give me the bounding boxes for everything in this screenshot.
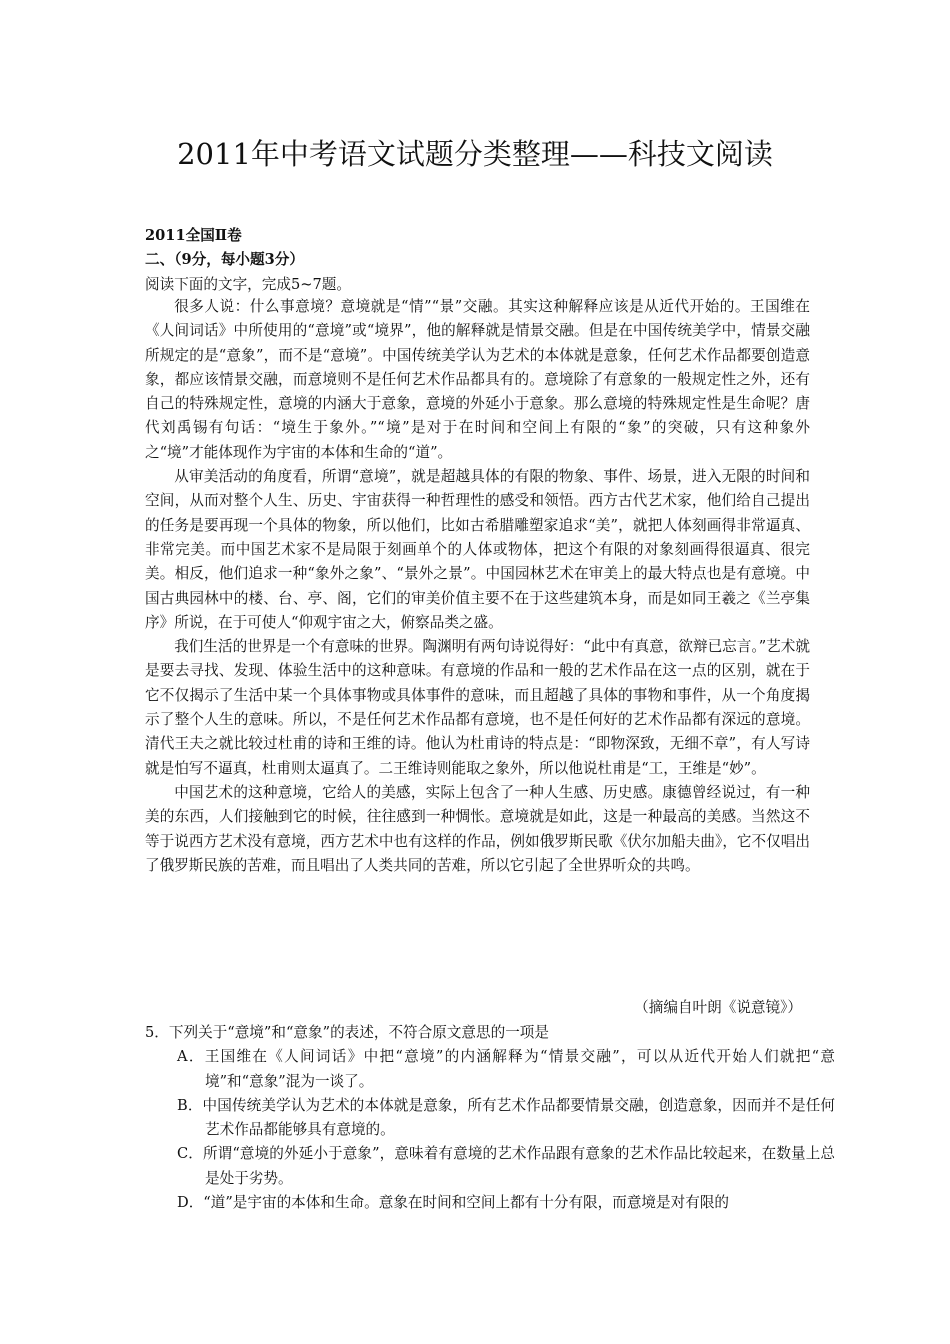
exam-source-label: 2011全国Ⅱ卷 [145,227,242,244]
passage-paragraph-4: 中国艺术的这种意境，它给人的美感，实际上包含了一种人生感、历史感。康德曾经说过，有一种美的东西，人们接触到它的时候，往往感到一种惆怅。意境就是如此，这是一种最高的美感。当然这不等于说西方艺术没有意境，西方艺术中也有这样的作品，例如俄罗斯民歌《伏尔加船夫曲》，它不仅唱出了俄罗斯民族的苦难，而且唱出了人类共同的苦难，所以它引起了全世界听众的共鸣。 [145,783,810,874]
passage-paragraph-2: 从审美活动的角度看，所谓“意境”，就是超越具体的有限的物象、事件、场景，进入无限的时间和空间，从而对整个人生、历史、宇宙获得一种哲理性的感受和领悟。西方古代艺术家，他们给自己提出的任务是要再现一个具体的物象，所以他们，比如古希腊雕塑家追求“美”，就把人体刻画得非常逼真、非常完美。而中国艺术家不是局限于刻画单个的人体或物体，把这个有限的对象刻画得很逼真、很完美。相反，他们追求一种“象外之象”、“景外之景”。中国园林艺术在审美上的最大特点也是有意境。中国古典园林中的楼、台、亭、阁，它们的审美价值主要不在于这些建筑本身，而是如同王羲之《兰亭集序》所说，在于可使人“仰观宇宙之大，俯察品类之盛。 [145,468,810,631]
section-heading: 二、（9分，每小题3分） [145,251,304,269]
section-header [145,224,810,297]
option-a: A．王国维在《人间词话》中把“意境”的内涵解释为“情景交融”，可以从近代开始人们就把“意境”和“意象”混为一谈了。 [177,1048,835,1090]
option-d: D．“道”是宇宙的本体和生命。意象在时间和空间上都有十分有限，而意境是对有限的 [177,1194,730,1212]
option-b: B．中国传统美学认为艺术的本体就是意象，所有艺术作品都要情景交融，创造意象，因而并不是任何艺术作品都能够具有意境的。 [177,1096,835,1139]
reading-passage [145,295,810,878]
passage-paragraph-3: 我们生活的世界是一个有意味的世界。陶渊明有两句诗说得好：“此中有真意，欲辩已忘言。”艺术就是要去寻找、发现、体验生活中的这种意味。有意境的作品和一般的艺术作品在这一点的区别，就在于它不仅揭示了生活中某一个具体事物或具体事件的意味，而且超越了具体的事物和事件，从一个角度揭示了整个人生的意味。所以，不是任何艺术作品都有意境，也不是任何好的艺术作品都有深远的意境。清代王夫之就比较过杜甫的诗和王维的诗。他认为杜甫诗的特点是：“即物深致，无细不章”，有人写诗就是怕写不逼真，杜甫则太逼真了。二王维诗则能取之象外，所以他说杜甫是“工，王维是“妙”。 [145,638,810,777]
page-title: 2011年中考语文试题分类整理——科技文阅读 [177,137,773,171]
question-5 [145,1021,835,1215]
passage-paragraph-1: 很多人说：什么事意境？意境就是“情”“景”交融。其实这种解释应该是从近代开始的。王国维在《人间词话》中所使用的“意境”或“境界”，他的解释就是情景交融。但是在中国传统美学中，情景交融所规定的是“意象”，而不是“意境”。中国传统美学认为艺术的本体就是意象，任何艺术作品都要创造意象，都应该情景交融，而意境则不是任何艺术作品都具有的。意境除了有意象的一般规定性之外，还有自己的特殊规定性，意境的内涵大于意象，意境的外延小于意象。那么意境的特殊规定性是生命呢？唐代刘禹锡有句话：“境生于象外。”“境”是对于在时间和空间上有限的“象”的突破，只有这种象外之“境”才能体现作为宇宙的本体和生命的“道”。 [145,298,810,461]
question-stem: 5．下列关于“意境”和“意象”的表述，不符合原文意思的一项是 [145,1024,549,1041]
option-c: C．所谓“意境的外延小于意象”，意味着有意境的艺术作品跟有意象的艺术作品比较起来，在数量上总是处于劣势。 [177,1145,835,1187]
passage-source-citation: （摘编自叶朗《说意镜》） [634,999,802,1016]
instruction-text: 阅读下面的文字，完成5~7题。 [145,275,351,293]
